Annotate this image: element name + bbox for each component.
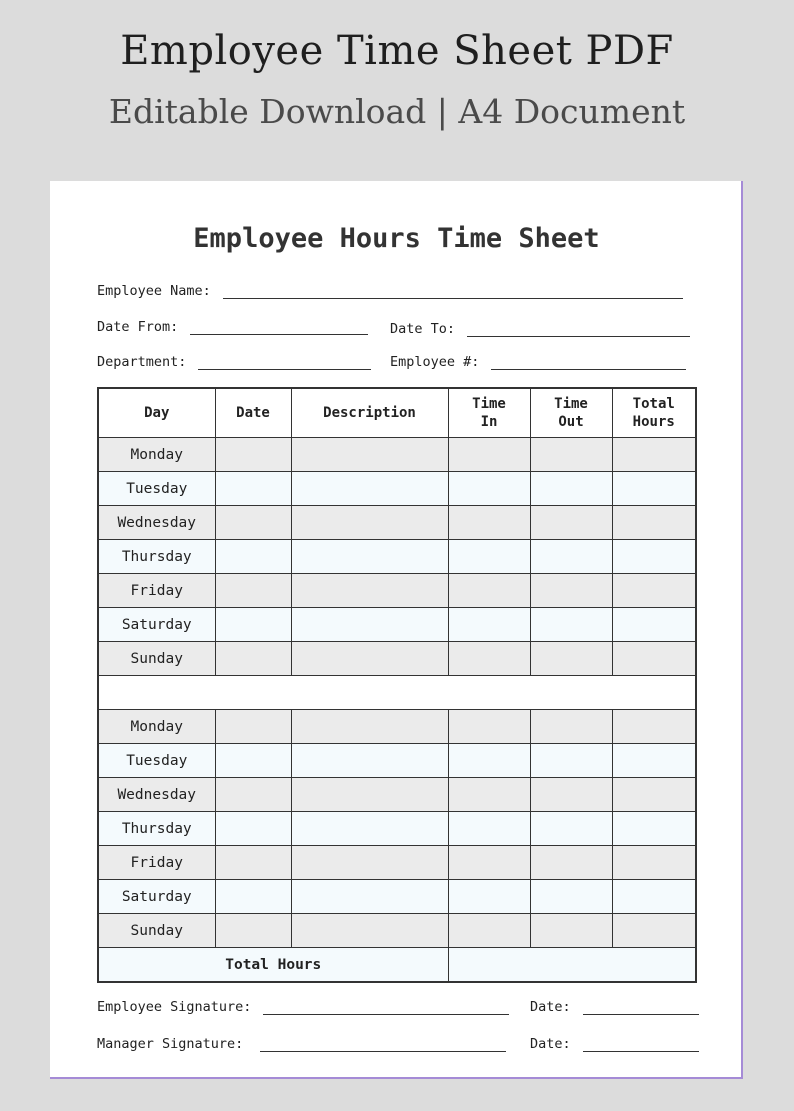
table-row (98, 914, 696, 948)
total-hours-cell[interactable] (612, 574, 696, 608)
day-cell: Thursday (98, 812, 215, 846)
description-cell[interactable] (291, 642, 448, 676)
date-from-label: Date From: (97, 319, 179, 335)
manager-signature-date-label: Date: (530, 1036, 571, 1052)
time-out-cell[interactable] (530, 438, 612, 472)
employee-signature-date-label: Date: (530, 999, 571, 1015)
total-hours-cell[interactable] (612, 880, 696, 914)
day-cell: Thursday (98, 540, 215, 574)
date-cell[interactable] (215, 608, 291, 642)
timesheet-document (50, 181, 743, 1079)
date-cell[interactable] (215, 574, 291, 608)
date-from-line[interactable] (190, 320, 368, 335)
description-cell[interactable] (291, 608, 448, 642)
total-hours-cell[interactable] (612, 710, 696, 744)
description-cell[interactable] (291, 506, 448, 540)
description-cell[interactable] (291, 540, 448, 574)
week-separator-row (98, 676, 696, 710)
day-cell: Monday (98, 438, 215, 472)
day-cell: Wednesday (98, 778, 215, 812)
employee-signature-field (97, 999, 509, 1015)
page-title: Employee Time Sheet PDF (120, 28, 674, 74)
day-cell: Friday (98, 574, 215, 608)
date-to-line[interactable] (467, 322, 690, 337)
time-out-cell[interactable] (530, 472, 612, 506)
date-from-field (97, 319, 368, 335)
time-out-cell[interactable] (530, 778, 612, 812)
total-hours-cell[interactable] (612, 506, 696, 540)
time-in-cell[interactable] (448, 574, 530, 608)
table-row (98, 438, 696, 472)
date-to-field (390, 321, 690, 337)
total-hours-cell[interactable] (612, 472, 696, 506)
time-out-cell[interactable] (530, 812, 612, 846)
employee-number-line[interactable] (491, 355, 686, 370)
date-cell[interactable] (215, 914, 291, 948)
time-out-cell[interactable] (530, 608, 612, 642)
table-row (98, 744, 696, 778)
time-in-cell[interactable] (448, 778, 530, 812)
employee-number-field (390, 354, 686, 370)
date-cell[interactable] (215, 880, 291, 914)
column-header-description: Description (291, 388, 448, 438)
manager-signature-label: Manager Signature: (97, 1036, 244, 1052)
table-row (98, 642, 696, 676)
date-cell[interactable] (215, 642, 291, 676)
time-out-cell[interactable] (530, 846, 612, 880)
hours-table (97, 387, 697, 983)
day-cell: Saturday (98, 880, 215, 914)
sheet-title: Employee Hours Time Sheet (193, 223, 600, 254)
total-hours-label: Total Hours (98, 948, 448, 983)
time-out-cell[interactable] (530, 744, 612, 778)
time-in-cell[interactable] (448, 880, 530, 914)
page-subtitle: Editable Download | A4 Document (108, 92, 686, 131)
employee-number-label: Employee #: (390, 354, 480, 370)
table-header-row (98, 388, 696, 438)
employee-signature-date-line[interactable] (583, 1000, 699, 1015)
column-header-day: Day (98, 388, 215, 438)
time-out-cell[interactable] (530, 710, 612, 744)
table-row (98, 846, 696, 880)
time-in-cell[interactable] (448, 812, 530, 846)
time-out-cell[interactable] (530, 642, 612, 676)
date-to-label: Date To: (390, 321, 456, 337)
description-cell[interactable] (291, 574, 448, 608)
description-cell[interactable] (291, 880, 448, 914)
day-cell: Wednesday (98, 506, 215, 540)
description-cell[interactable] (291, 812, 448, 846)
column-header-time-in (448, 388, 530, 438)
date-cell[interactable] (215, 506, 291, 540)
column-header-total-hours (612, 388, 696, 438)
day-cell: Tuesday (98, 472, 215, 506)
total-hours-cell[interactable] (612, 608, 696, 642)
description-cell[interactable] (291, 914, 448, 948)
day-cell: Monday (98, 710, 215, 744)
column-header-time-out-text: Time Out (554, 396, 588, 430)
table-row (98, 574, 696, 608)
time-out-cell[interactable] (530, 914, 612, 948)
time-in-cell[interactable] (448, 540, 530, 574)
time-in-cell[interactable] (448, 846, 530, 880)
column-header-date: Date (215, 388, 291, 438)
column-header-time-out (530, 388, 612, 438)
table-row (98, 540, 696, 574)
description-cell[interactable] (291, 846, 448, 880)
time-in-cell[interactable] (448, 710, 530, 744)
day-cell: Sunday (98, 642, 215, 676)
table-row (98, 812, 696, 846)
time-out-cell[interactable] (530, 506, 612, 540)
employee-signature-date-field (530, 999, 699, 1015)
time-in-cell[interactable] (448, 608, 530, 642)
total-hours-cell[interactable] (612, 846, 696, 880)
column-header-time-in-text: Time In (472, 396, 506, 430)
employee-name-field (97, 283, 683, 299)
total-hours-value-cell[interactable] (448, 948, 696, 983)
total-hours-row (98, 948, 696, 983)
manager-signature-date-line[interactable] (583, 1037, 699, 1052)
date-cell[interactable] (215, 438, 291, 472)
table-row (98, 778, 696, 812)
manager-signature-line[interactable] (260, 1037, 506, 1052)
manager-signature-field (97, 1036, 506, 1052)
date-cell[interactable] (215, 778, 291, 812)
date-cell[interactable] (215, 710, 291, 744)
date-cell[interactable] (215, 744, 291, 778)
total-hours-cell[interactable] (612, 812, 696, 846)
date-cell[interactable] (215, 812, 291, 846)
total-hours-cell[interactable] (612, 642, 696, 676)
description-cell[interactable] (291, 472, 448, 506)
employee-signature-label: Employee Signature: (97, 999, 252, 1015)
day-cell: Saturday (98, 608, 215, 642)
description-cell[interactable] (291, 744, 448, 778)
employee-name-label: Employee Name: (97, 283, 211, 299)
date-cell[interactable] (215, 540, 291, 574)
total-hours-cell[interactable] (612, 778, 696, 812)
time-out-cell[interactable] (530, 880, 612, 914)
description-cell[interactable] (291, 438, 448, 472)
total-hours-cell[interactable] (612, 540, 696, 574)
time-in-cell[interactable] (448, 506, 530, 540)
total-hours-cell[interactable] (612, 914, 696, 948)
manager-signature-date-field (530, 1036, 699, 1052)
column-header-total-hours-text: Total Hours (632, 396, 675, 430)
day-cell: Tuesday (98, 744, 215, 778)
day-cell: Sunday (98, 914, 215, 948)
time-in-cell[interactable] (448, 472, 530, 506)
description-cell[interactable] (291, 778, 448, 812)
department-line[interactable] (198, 355, 371, 370)
time-in-cell[interactable] (448, 744, 530, 778)
department-label: Department: (97, 354, 187, 370)
week-separator-cell (98, 676, 696, 710)
table-row (98, 506, 696, 540)
time-out-cell[interactable] (530, 540, 612, 574)
time-in-cell[interactable] (448, 438, 530, 472)
total-hours-cell[interactable] (612, 744, 696, 778)
table-row (98, 608, 696, 642)
employee-name-line[interactable] (223, 284, 683, 299)
time-in-cell[interactable] (448, 642, 530, 676)
time-in-cell[interactable] (448, 914, 530, 948)
table-row (98, 710, 696, 744)
table-row (98, 472, 696, 506)
date-cell[interactable] (215, 846, 291, 880)
day-cell: Friday (98, 846, 215, 880)
employee-signature-line[interactable] (263, 1000, 509, 1015)
time-out-cell[interactable] (530, 574, 612, 608)
total-hours-cell[interactable] (612, 438, 696, 472)
description-cell[interactable] (291, 710, 448, 744)
table-row (98, 880, 696, 914)
department-field (97, 354, 371, 370)
date-cell[interactable] (215, 472, 291, 506)
